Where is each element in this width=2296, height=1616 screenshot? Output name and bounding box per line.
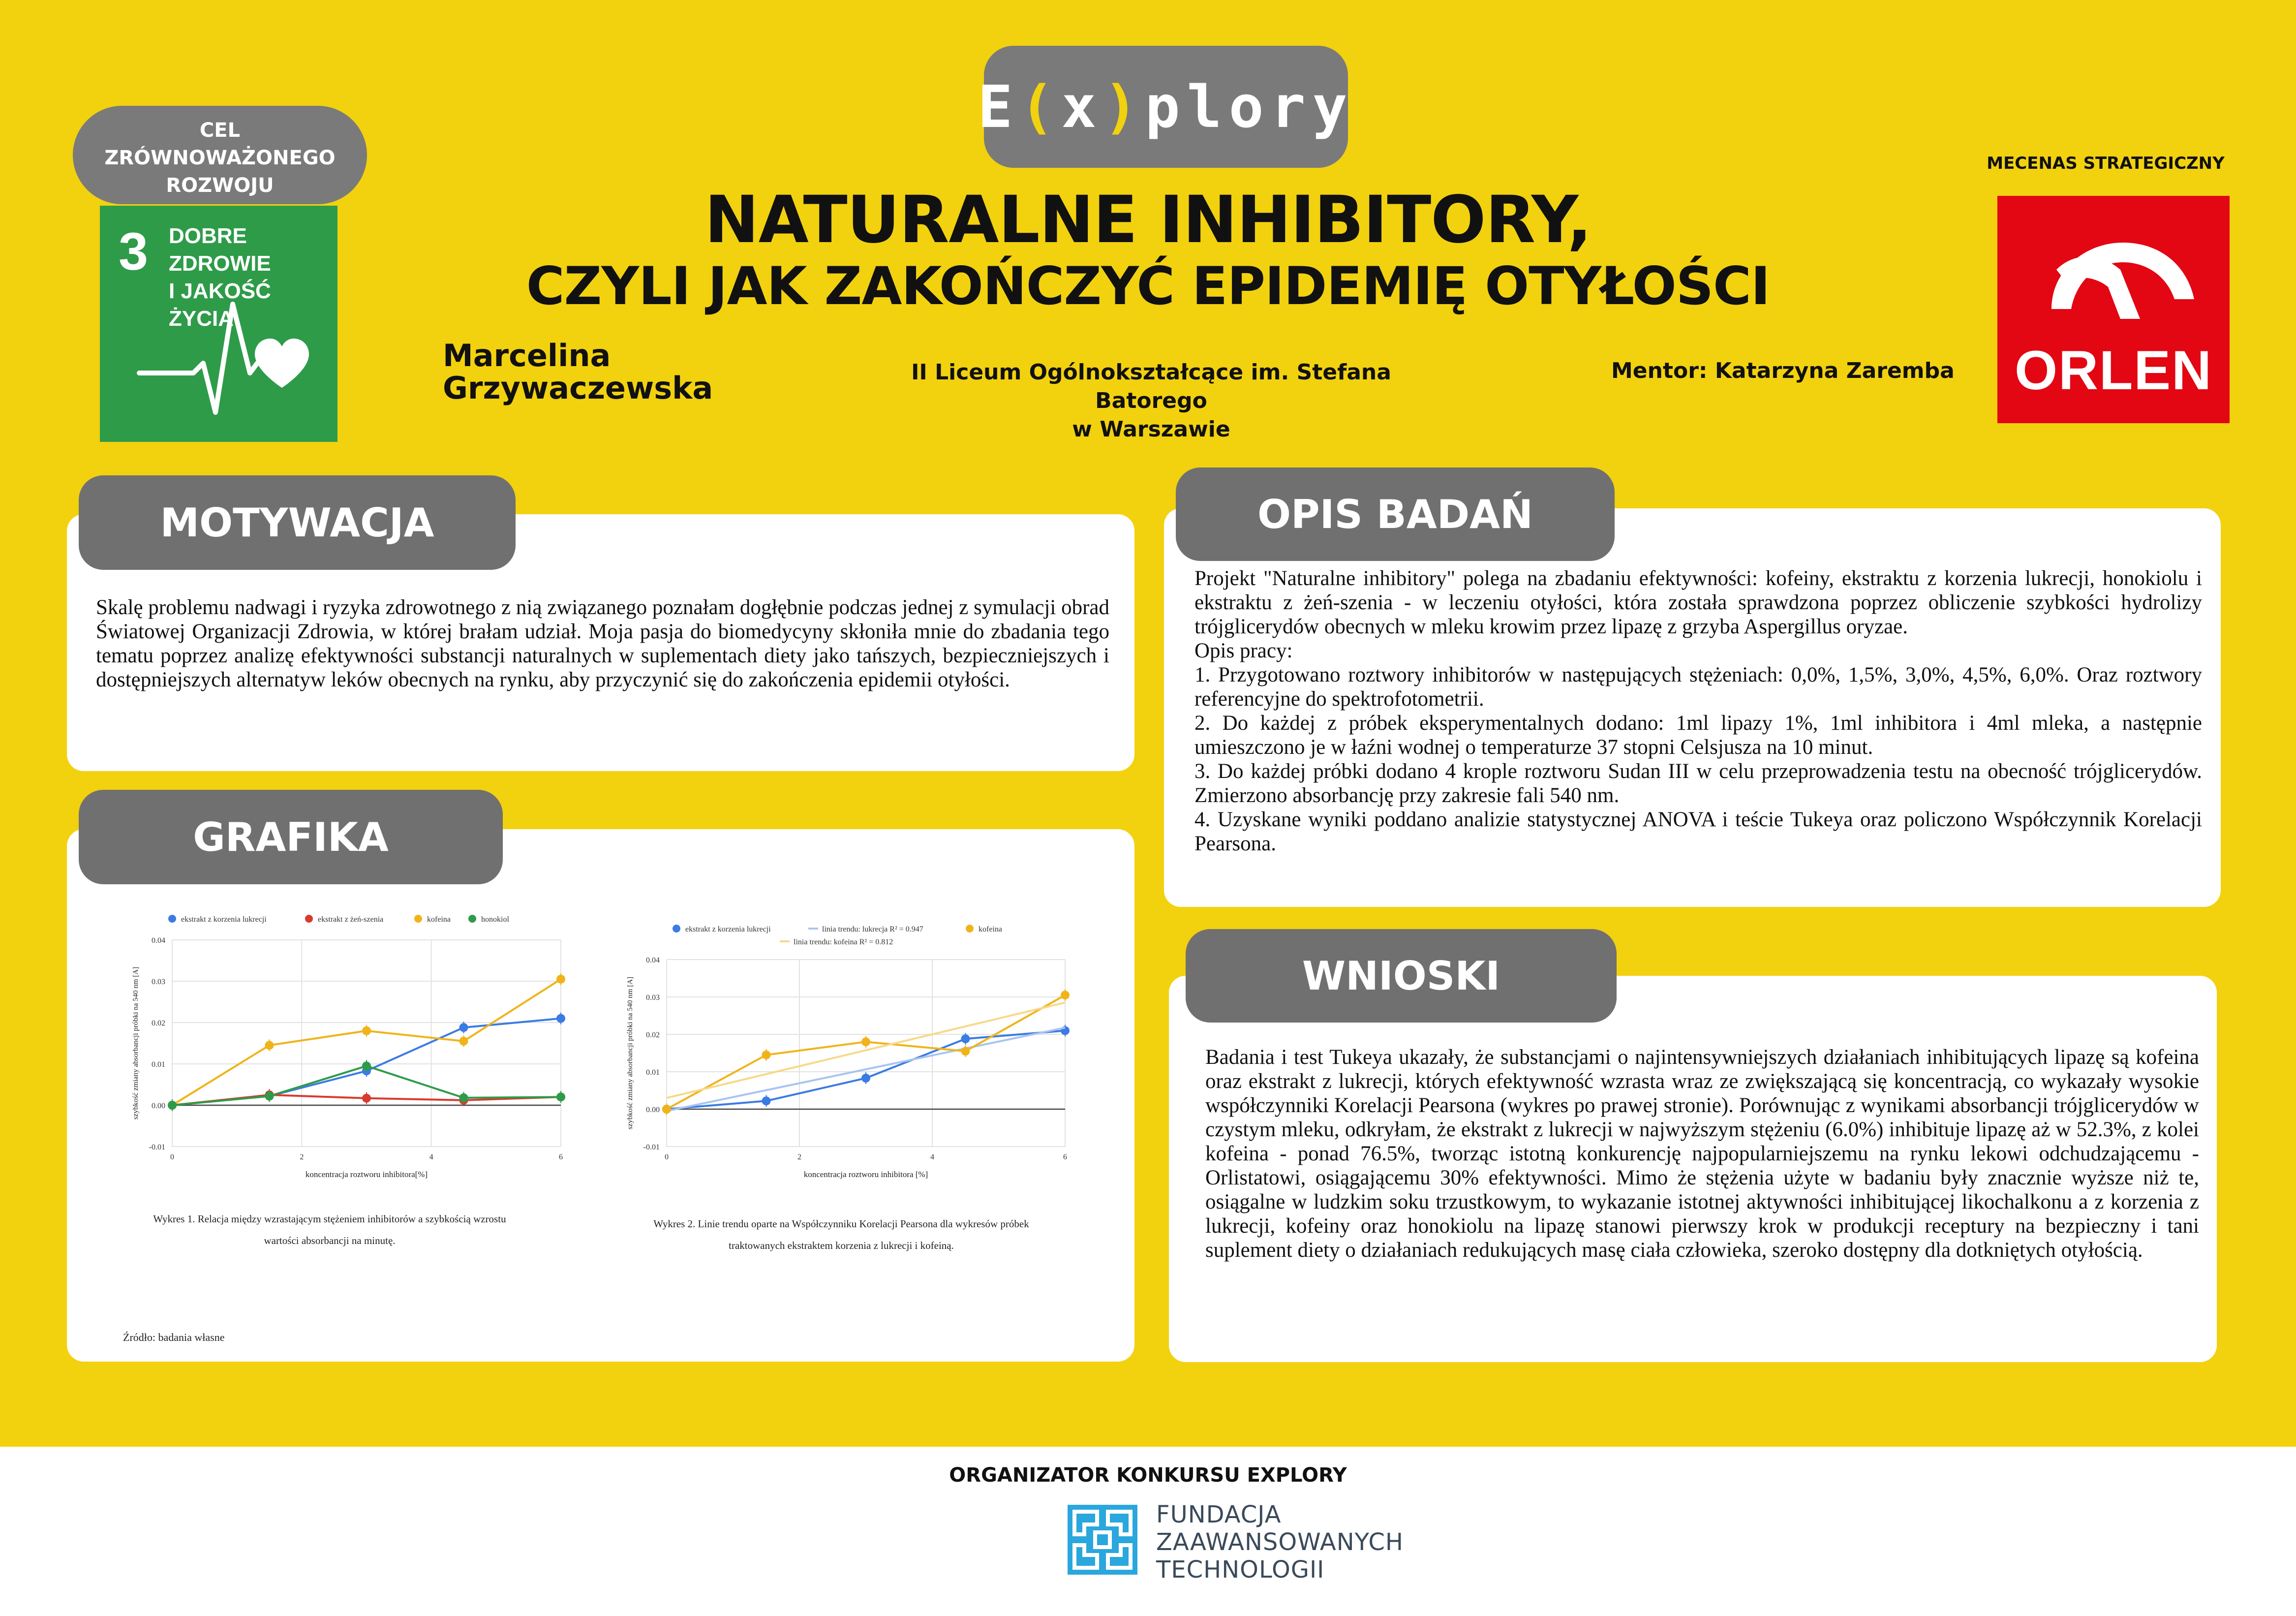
y-tick-label: 0.02	[646, 1031, 660, 1039]
orlen-wordmark: ORLEN	[2015, 340, 2212, 401]
sdg-label-line: CEL	[199, 119, 241, 142]
sdg-label	[73, 106, 367, 204]
legend-label: linia trendu: lukrecja R² = 0.947	[822, 925, 923, 933]
author-last-name: Grzywaczewska	[443, 370, 713, 406]
x-tick-label: 6	[559, 1153, 563, 1161]
y-tick-label: 0.02	[152, 1019, 165, 1027]
y-tick-label: 0.00	[646, 1106, 660, 1114]
legend-marker	[468, 915, 476, 923]
data-point	[662, 1105, 671, 1114]
data-point	[556, 1092, 565, 1101]
school-line: w Warszawie	[1072, 417, 1230, 442]
data-point	[861, 1037, 870, 1046]
data-point	[362, 1061, 371, 1070]
sdg-label-line: ROZWOJU	[166, 174, 274, 197]
opis-paragraph: Projekt "Naturalne inhibitory" polega na zbadaniu efektywności: kofeiny, ekstraktu z korzenia lukrecji, honokiolu i ekstraktu z żeń-szenia - w leczeniu otyłości, która została sprawdzona poprzez obliczenie szybkości hydrolizy trójglicerydów obecnych w mleku krowim przez lipazę z grzyba Aspergillus oryzae.	[1194, 567, 2202, 638]
opis-text	[1194, 566, 2202, 856]
x-tick-label: 4	[429, 1153, 433, 1161]
fzt-line: FUNDACJA	[1156, 1501, 1282, 1528]
data-point	[265, 1092, 274, 1101]
sdg-goal-label-line: DOBRE ZDROWIE	[169, 224, 271, 276]
chart-2	[603, 910, 1085, 1211]
data-point	[168, 1101, 177, 1110]
opis-paragraph: 3. Do każdej próbki dodano 4 krople roztworu Sudan III w celu przeprowadzenia testu na obecność trójglicerydów. Zmierzono absorbancję przy zakresie fali 540 nm.	[1194, 760, 2202, 807]
organizer-label: ORGANIZATOR KONKURSU EXPLORY	[949, 1464, 1347, 1487]
author-name	[443, 340, 713, 404]
caption-line: wartości absorbancji na minutę.	[264, 1235, 396, 1246]
y-axis-label: szybkość zmiany absorbancji próbki na 540 nm [A]	[132, 966, 140, 1120]
x-tick-label: 2	[797, 1153, 801, 1161]
chart-2-caption	[595, 1213, 1087, 1256]
x-axis-label: koncentracja roztworu inhibitora [%]	[803, 1170, 928, 1179]
data-point	[861, 1074, 870, 1083]
fzt-line: ZAAWANSOWANYCH	[1156, 1528, 1404, 1556]
author-first-name: Marcelina	[443, 338, 611, 373]
source-note: Źródło: badania własne	[123, 1331, 225, 1343]
x-tick-label: 0	[170, 1153, 174, 1161]
x-tick-label: 2	[300, 1153, 304, 1161]
legend-label: kofeina	[979, 925, 1002, 933]
heartbeat-heart-icon	[134, 289, 311, 417]
y-tick-label: -0.01	[149, 1143, 165, 1151]
y-tick-label: 0.03	[152, 978, 165, 986]
grafika-title: GRAFIKA	[79, 790, 503, 884]
y-tick-label: 0.03	[646, 994, 660, 1002]
legend-label: ekstrakt z żeń-szenia	[318, 915, 384, 924]
data-point	[762, 1096, 771, 1105]
y-tick-label: 0.00	[152, 1102, 165, 1110]
sdg-goal-label-line: I JAKOŚĆ ŻYCIA	[169, 279, 271, 331]
x-tick-label: 4	[930, 1153, 934, 1161]
legend-label: ekstrakt z korzenia lukrecji	[685, 925, 771, 933]
series-line	[172, 979, 561, 1105]
legend-label: linia trendu: kofeina R² = 0.812	[794, 938, 893, 946]
logo-part: (	[1019, 73, 1062, 141]
logo-part: E	[978, 73, 1020, 141]
data-point	[762, 1051, 771, 1059]
data-point	[556, 1014, 565, 1023]
data-point	[362, 1094, 371, 1103]
y-tick-label: 0.04	[646, 956, 660, 964]
logo-part: x	[1061, 73, 1103, 141]
data-point	[961, 1047, 970, 1056]
sponsor-label: MECENAS STRATEGICZNY	[1987, 154, 2225, 173]
sdg-goal-3-badge	[100, 206, 337, 442]
data-point	[362, 1026, 371, 1035]
data-point	[1061, 991, 1070, 999]
logo-part: )	[1103, 73, 1145, 141]
opis-paragraph: 4. Uzyskane wyniki poddano analizie statystycznej ANOVA i teście Tukeya oraz policzono Współczynnik Korelacji Pearsona.	[1194, 808, 2202, 855]
x-tick-label: 0	[665, 1153, 669, 1161]
chart-1	[113, 905, 576, 1201]
sdg-label-line: ZRÓWNOWAŻONEGO	[104, 147, 336, 169]
motywacja-text: Skalę problemu nadwagi i ryzyka zdrowotnego z nią związanego poznałam dogłębnie podczas jednej z symulacji obrad Światowej Organizacji Zdrowia, w której brałam udział. Moja pasja do biomedycyny skłoniła mnie do zbadania tego tematu poprzez analizę efektywności substancji naturalnych w suplementach diety jako tańszych, bezpieczniejszych i dostępniejszych alternatyw leków obecnych na rynku, aby przyczynić się do zakończenia epidemii otyłości.	[96, 596, 1109, 691]
motywacja-title: MOTYWACJA	[79, 475, 516, 570]
wnioski-title: WNIOSKI	[1186, 929, 1617, 1023]
opis-paragraph: Opis pracy:	[1194, 639, 1293, 662]
y-tick-label: 0.04	[152, 936, 165, 945]
x-tick-label: 6	[1063, 1153, 1067, 1161]
legend-marker	[168, 915, 176, 923]
orlen-eagle-icon	[1997, 196, 2230, 343]
y-tick-label: -0.01	[643, 1143, 660, 1151]
chart-1-caption	[98, 1208, 561, 1251]
x-axis-label: koncentracja roztworu inhibitora[%]	[305, 1170, 428, 1179]
legend-marker	[414, 915, 422, 923]
school-name	[861, 358, 1441, 444]
y-axis-label: szybkość zmiany absorbancji próbki na 540 nm [A]	[626, 976, 634, 1130]
opis-paragraph: 1. Przygotowano roztwory inhibitorów w następujących stężeniach: 0,0%, 1,5%, 3,0%, 4,5%, 6,0%. Oraz roztwory referencyjne do spektrofotometrii.	[1194, 663, 2202, 711]
legend-marker	[966, 925, 974, 932]
data-point	[459, 1093, 468, 1102]
fzt-line: TECHNOLOGII	[1156, 1556, 1325, 1584]
poster-subtitle: CZYLI JAK ZAKOŃCZYĆ EPIDEMIĘ OTYŁOŚCI	[526, 256, 1770, 316]
fzt-wordmark	[1156, 1501, 1404, 1584]
data-point	[459, 1037, 468, 1046]
data-point	[265, 1041, 274, 1050]
series-line	[667, 995, 1065, 1109]
fzt-logo-icon	[1068, 1505, 1137, 1575]
y-tick-label: 0.01	[646, 1068, 660, 1077]
caption-line: Wykres 2. Linie trendu oparte na Współczynniku Korelacji Pearsona dla wykresów próbek	[653, 1218, 1029, 1230]
legend-marker	[305, 915, 313, 923]
explory-logo	[978, 46, 1354, 168]
legend-label: ekstrakt z korzenia lukrecji	[181, 915, 267, 924]
data-point	[961, 1034, 970, 1043]
school-line: II Liceum Ogólnokształcące im. Stefana Batorego	[911, 360, 1391, 413]
poster-title: NATURALNE INHIBITORY,	[704, 182, 1592, 258]
legend-label: kofeina	[427, 915, 451, 924]
orlen-logo	[1997, 196, 2230, 423]
legend-marker	[673, 925, 680, 932]
caption-line: traktowanych ekstraktem korzenia z lukrecji i kofeiną.	[729, 1240, 954, 1251]
opis-title: OPIS BADAŃ	[1176, 467, 1615, 561]
legend-label: honokiol	[481, 915, 509, 924]
opis-paragraph: 2. Do każdej z próbek eksperymentalnych dodano: 1ml lipazy 1%, 1ml inhibitora i 4ml mleka, a następnie umieszczono je w łaźni wodnej o temperaturze 37 stopni Celsjusza na 10 minut.	[1194, 712, 2202, 759]
mentor-name: Mentor: Katarzyna Zaremba	[1611, 358, 1955, 383]
data-point	[556, 975, 565, 984]
data-point	[459, 1023, 468, 1032]
wnioski-text: Badania i test Tukeya ukazały, że substancjami o najintensywniejszych działaniach inhibitujących lipazę są kofeina oraz ekstrakt z lukrecji, których efektywność wzrasta wraz ze zwiększającą się koncentracją, co wykazały wysokie współczynniki Korelacji Pearsona (wykres po prawej stronie). Porównując z wynikami absorbancji trójglicerydów w czystym mleku, odkryłam, że ekstrakt z lukrecji w najwyższym stężeniu (6.0%) inhibituje lipazę aż w 52.3%, z kolei kofeina - ponad 76.5%, tworząc istotną konkurencję najpopularniejszemu na rynku lekowi odchudzającemu - Orlistatowi, osiągającemu 30% efektywności. Mimo że stężenia użyte w badaniu były znacznie wyższe niż te, osiągalne w ludzkim soku trzustkowym, to wykazanie istotnej aktywności inhibitującej likochalkonu a z korzenia z lukrecji, kofeiny oraz honokiolu na lipazę stanowi pierwszy krok w produkcji receptury na bezpieczny i tani suplement diety o działaniach redukujących masę ciała człowieka, szeroko dostępny dla dotkniętych otyłością.	[1205, 1046, 2199, 1262]
y-tick-label: 0.01	[152, 1060, 165, 1069]
sdg-number: 3	[119, 221, 149, 281]
logo-part: plory	[1145, 73, 1354, 141]
caption-line: Wykres 1. Relacja między wzrastającym stężeniem inhibitorów a szybkością wzrostu	[153, 1213, 506, 1225]
